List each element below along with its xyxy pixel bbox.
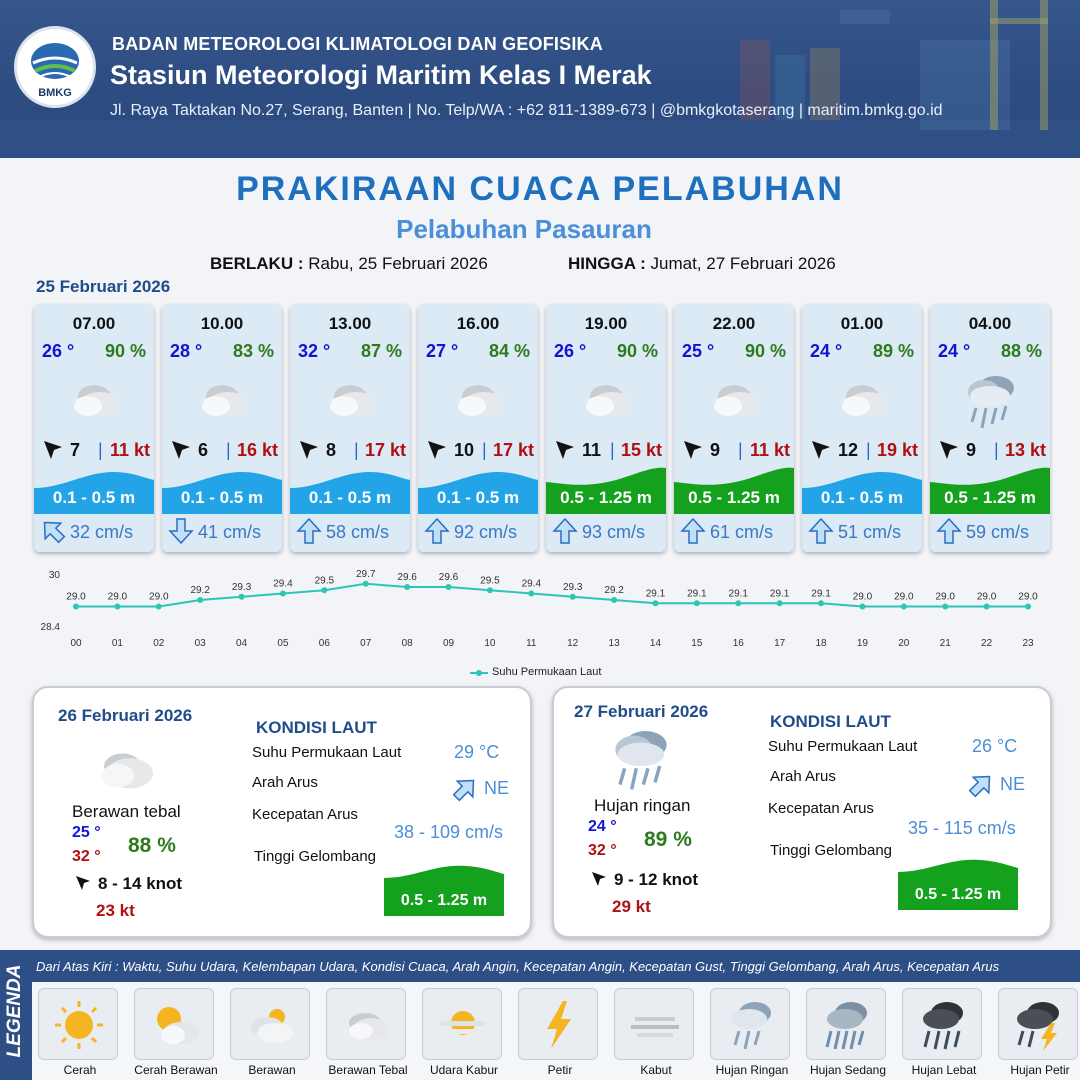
day2-dir-label: Arah Arus	[252, 774, 318, 791]
current-direction-icon	[424, 518, 450, 544]
card-humidity: 90 %	[104, 341, 146, 361]
card-separator: |	[738, 440, 743, 460]
card-wind-speed: 11	[582, 440, 602, 460]
sst-data-label: 29.1	[811, 588, 831, 600]
day3-date: 27 Februari 2026	[574, 702, 709, 721]
x-tick-label: 07	[360, 638, 372, 649]
kabut-icon	[614, 988, 694, 1060]
sst-data-label: 29.6	[397, 572, 417, 583]
day2-wave-label: Tinggi Gelombang	[254, 848, 377, 865]
day2-humidity: 88 %	[128, 834, 176, 857]
x-tick-label: 01	[111, 638, 123, 649]
hujan-lebat-icon	[902, 988, 982, 1060]
sst-point	[735, 600, 741, 606]
card-current-speed: 61 cm/s	[710, 522, 774, 542]
agency-name: BADAN METEOROLOGI KLIMATOLOGI DAN GEOFISIKA	[112, 34, 603, 54]
sst-point	[321, 587, 327, 593]
valid-from	[210, 254, 488, 274]
station-name: Stasiun Meteorologi Maritim Kelas I Merak	[110, 60, 652, 90]
card-separator: |	[610, 440, 615, 460]
day3-speed-value: 35 - 115 cm/s	[908, 818, 1016, 838]
berawan-icon	[230, 988, 310, 1060]
legend-item-petir	[518, 988, 602, 1077]
card-wind	[808, 438, 920, 462]
card-time: 10.00	[200, 314, 244, 333]
sst-point	[73, 604, 79, 610]
card-temp: 26 °	[554, 341, 587, 361]
day3-temp-min: 24 °	[588, 818, 617, 835]
card-humidity: 90 %	[744, 341, 786, 361]
card-current-speed: 92 cm/s	[454, 522, 518, 542]
sst-point	[197, 597, 203, 603]
card-humidity: 90 %	[616, 341, 658, 361]
sst-data-label: 29.5	[314, 575, 335, 587]
sst-data-label: 29.1	[769, 588, 790, 600]
sst-data-label: 29.0	[935, 591, 955, 603]
logo-text: BMKG	[38, 87, 72, 99]
current-direction-icon	[936, 518, 962, 544]
legend-item-label: Berawan Tebal	[328, 1063, 408, 1077]
x-tick-label: 13	[608, 638, 620, 649]
x-tick-label: 14	[649, 638, 662, 649]
card-gust: 15 kt	[620, 440, 662, 460]
card-humidity: 88 %	[1000, 341, 1042, 361]
day3-sst-value: 26 °C	[972, 736, 1018, 756]
sst-point	[570, 594, 576, 600]
card-wind	[40, 438, 152, 462]
sst-point	[1025, 604, 1031, 610]
day2-speed-label: Kecepatan Arus	[252, 806, 358, 823]
sst-point	[777, 600, 783, 606]
card-wind	[424, 438, 536, 462]
legend-item-cerah	[38, 988, 122, 1077]
card-wave-height: 0.1 - 0.5 m	[820, 488, 904, 507]
current-direction-icon	[452, 776, 478, 802]
card-humidity: 87 %	[360, 341, 402, 361]
legend-item-label: Cerah	[63, 1063, 97, 1077]
legend-description: Dari Atas Kiri : Waktu, Suhu Udara, Kelembapan Udara, Kondisi Cuaca, Arah Angin, Kecepatan Angin, Kecepatan Gust, Tinggi Gelombang, Arah Arus, Kecepatan Arus	[32, 950, 1080, 982]
sst-point	[404, 584, 410, 590]
sst-data-label: 29.7	[356, 568, 376, 580]
day1-date: 25 Februari 2026	[36, 277, 171, 296]
forecast-card	[418, 304, 538, 552]
card-wave-height: 0.1 - 0.5 m	[52, 488, 136, 507]
card-time: 01.00	[840, 314, 884, 333]
sst-data-label: 29.0	[976, 591, 997, 603]
x-tick-label: 18	[815, 638, 827, 649]
card-wave-height: 0.5 - 1.25 m	[560, 488, 652, 507]
day2-gust: 23 kt	[96, 901, 135, 920]
petir-icon	[518, 988, 598, 1060]
day2-sst-label: Suhu Permukaan Laut	[252, 744, 402, 761]
wind-direction-icon	[682, 439, 704, 461]
current-direction-icon	[680, 518, 706, 544]
day2-sst-value: 29 °C	[454, 742, 500, 762]
card-separator: |	[226, 440, 231, 460]
berawan-tebal-icon	[64, 372, 124, 432]
wind-direction-icon	[426, 439, 448, 461]
sst-data-label: 29.5	[480, 575, 500, 587]
card-wave-height: 0.1 - 0.5 m	[308, 488, 392, 507]
card-wind-speed: 6	[198, 440, 209, 460]
card-current-speed: 32 cm/s	[70, 522, 134, 542]
hujan-ringan-icon	[606, 724, 676, 794]
card-wind-speed: 8	[326, 440, 337, 460]
current-direction-icon	[552, 518, 578, 544]
udara-kabur-icon	[422, 988, 502, 1060]
sst-point	[652, 600, 658, 606]
x-tick-label: 05	[277, 638, 289, 649]
card-time: 07.00	[72, 314, 116, 333]
x-tick-label: 12	[567, 638, 579, 649]
legend-item-label: Hujan Sedang	[809, 1063, 887, 1077]
card-current-speed: 58 cm/s	[326, 522, 390, 542]
forecast-card	[930, 304, 1050, 552]
forecast-card	[162, 304, 282, 552]
sst-point	[156, 604, 162, 610]
x-tick-label: 15	[691, 638, 703, 649]
legend-marker-icon	[470, 668, 488, 676]
sst-data-label: 29.0	[852, 591, 873, 603]
sst-data-label: 29.3	[562, 581, 583, 593]
legend-item-cerah-berawan	[134, 988, 218, 1077]
card-gust: 11 kt	[109, 440, 150, 460]
forecast-card	[674, 304, 794, 552]
header-banner	[0, 0, 1080, 158]
berawan-tebal-icon	[326, 988, 406, 1060]
legend-item-hujan-petir	[998, 988, 1080, 1077]
day2-temp-min: 25 °	[72, 824, 101, 841]
x-tick-label: 09	[442, 638, 455, 649]
x-tick-label: 21	[939, 638, 951, 649]
berawan-tebal-icon	[320, 372, 380, 432]
card-separator: |	[866, 440, 871, 460]
day2-date: 26 Februari 2026	[58, 706, 193, 725]
x-tick-label: 02	[153, 638, 165, 649]
day3-wave-value: 0.5 - 1.25 m	[914, 886, 1002, 903]
legend-item-udara-kabur	[422, 988, 506, 1077]
card-gust: 17 kt	[364, 440, 406, 460]
wind-direction-icon	[554, 439, 576, 461]
day2-dir-value: NE	[484, 778, 510, 798]
sst-point	[280, 591, 286, 597]
card-separator: |	[98, 440, 103, 460]
legend-item-label: Cerah Berawan	[134, 1063, 218, 1077]
card-wind-speed: 7	[70, 440, 81, 460]
sst-data-label: 29.4	[521, 578, 542, 590]
cerah-icon	[38, 988, 118, 1060]
current-direction-icon	[968, 772, 994, 798]
legend-item-hujan-lebat	[902, 988, 986, 1077]
legend-item-label: Hujan Petir	[1010, 1063, 1070, 1077]
card-gust: 19 kt	[876, 440, 918, 460]
sst-point	[694, 600, 700, 606]
x-tick-label: 10	[484, 638, 496, 649]
card-wind-speed: 10	[454, 440, 475, 460]
card-current-speed: 41 cm/s	[198, 522, 262, 542]
sst-data-label: 29.2	[190, 585, 210, 596]
day2-condition: Berawan tebal	[72, 802, 181, 821]
hujan-petir-icon	[998, 988, 1078, 1060]
legend-item-kabut	[614, 988, 698, 1077]
x-tick-label: 23	[1022, 638, 1034, 649]
day3-wind: 9 - 12 knot	[614, 870, 699, 889]
sst-data-label: 29.0	[66, 591, 86, 603]
day3-wave-label: Tinggi Gelombang	[770, 842, 893, 859]
card-wind-speed: 9	[966, 440, 977, 460]
x-tick-label: 11	[526, 638, 537, 649]
legend-item-label: Hujan Lebat	[911, 1063, 977, 1077]
hujan-ringan-icon	[960, 372, 1020, 432]
card-temp: 25 °	[682, 341, 715, 361]
current-direction-icon	[296, 518, 322, 544]
current-direction-icon	[808, 518, 834, 544]
day3-speed-label: Kecepatan Arus	[768, 800, 874, 817]
page-subtitle: Pelabuhan Pasauran	[396, 214, 652, 244]
day3-condition: Hujan ringan	[594, 796, 691, 815]
card-time: 22.00	[712, 314, 756, 333]
card-wave-height: 0.5 - 1.25 m	[944, 488, 1036, 507]
legend	[0, 950, 1080, 1080]
card-gust: 13 kt	[1004, 440, 1046, 460]
sst-data-label: 29.6	[438, 572, 459, 583]
x-tick-label: 17	[774, 638, 786, 649]
sst-data-label: 29.0	[149, 591, 169, 603]
card-wind	[552, 438, 664, 462]
sst-point	[942, 604, 948, 610]
x-tick-label: 06	[318, 638, 330, 649]
sst-point	[818, 600, 824, 606]
day3-kondisi-title: KONDISI LAUT	[770, 712, 891, 731]
x-tick-label: 03	[194, 638, 206, 649]
berawan-tebal-icon	[90, 736, 160, 806]
sst-data-label: 29.0	[1018, 591, 1038, 603]
wind-direction-icon	[298, 439, 320, 461]
station-contact: Jl. Raya Taktakan No.27, Serang, Banten | No. Telp/WA : +62 811-1389-673 | @bmkgkotaserang | maritim.bmkg.go.id	[110, 102, 943, 119]
card-gust: 11 kt	[749, 440, 790, 460]
card-separator: |	[482, 440, 487, 460]
berawan-tebal-icon	[192, 372, 252, 432]
day3-gust: 29 kt	[612, 897, 651, 916]
legend-item-hujan-ringan	[710, 988, 794, 1077]
card-wind-speed: 12	[838, 440, 859, 460]
berawan-tebal-icon	[448, 372, 508, 432]
forecast-card	[802, 304, 922, 552]
card-wave-height: 0.5 - 1.25 m	[688, 488, 780, 507]
wind-direction-icon	[810, 439, 832, 461]
x-tick-label: 20	[898, 638, 910, 649]
card-humidity: 83 %	[232, 341, 274, 361]
sst-data-label: 29.0	[894, 591, 914, 603]
day3-dir-value: NE	[1000, 774, 1026, 794]
card-temp: 32 °	[298, 341, 331, 361]
card-wind	[680, 438, 792, 462]
hujan-sedang-icon	[806, 988, 886, 1060]
sst-point	[239, 594, 245, 600]
card-separator: |	[994, 440, 999, 460]
valid-to	[568, 254, 836, 274]
card-temp: 27 °	[426, 341, 459, 361]
valid-from-value: Rabu, 25 Februari 2026	[308, 254, 488, 273]
legend-item-berawan-tebal	[326, 988, 410, 1077]
legend-series-name: Suhu Permukaan Laut	[492, 666, 602, 678]
x-tick-label: 04	[236, 638, 248, 649]
sst-point	[984, 604, 990, 610]
card-current-speed: 93 cm/s	[582, 522, 646, 542]
card-current-speed: 59 cm/s	[966, 522, 1030, 542]
day3-dir-label: Arah Arus	[770, 768, 836, 785]
day2-temp-max: 32 °	[72, 848, 101, 865]
sst-data-label: 29.4	[273, 578, 293, 590]
hujan-ringan-icon	[710, 988, 790, 1060]
sst-point	[114, 604, 120, 610]
valid-from-label: BERLAKU :	[210, 254, 304, 273]
y-tick-label: 28.4	[40, 622, 60, 633]
card-wind	[168, 438, 280, 462]
card-temp: 26 °	[42, 341, 75, 361]
card-time: 19.00	[584, 314, 628, 333]
sst-point	[859, 604, 865, 610]
x-tick-label: 08	[401, 638, 413, 649]
sst-point	[528, 591, 534, 597]
wind-direction-icon	[170, 439, 192, 461]
forecast-card	[290, 304, 410, 552]
sst-data-label: 29.1	[645, 588, 666, 600]
wind-direction-icon	[938, 439, 960, 461]
wind-direction-icon	[42, 439, 64, 461]
valid-to-label: HINGGA :	[568, 254, 646, 273]
current-direction-icon	[40, 518, 66, 544]
berawan-tebal-icon	[576, 372, 636, 432]
day3-sst-label: Suhu Permukaan Laut	[768, 738, 918, 755]
page-title: PRAKIRAAN CUACA PELABUHAN	[236, 170, 844, 208]
sst-point	[611, 597, 617, 603]
card-time: 04.00	[968, 314, 1012, 333]
x-tick-label: 00	[70, 638, 82, 649]
card-wind	[936, 438, 1048, 462]
legend-title: LEGENDA	[4, 964, 25, 1058]
card-time: 16.00	[456, 314, 500, 333]
sst-data-label: 29.0	[107, 591, 128, 603]
legend-item-label: Hujan Ringan	[715, 1063, 789, 1077]
day2-wind: 8 - 14 knot	[98, 874, 183, 893]
card-wind	[296, 438, 408, 462]
x-tick-label: 22	[981, 638, 993, 649]
legend-item-label: Udara Kabur	[429, 1063, 499, 1077]
sst-point	[487, 587, 493, 593]
x-tick-label: 16	[732, 638, 744, 649]
legend-item-label: Kabut	[640, 1063, 672, 1077]
card-temp: 24 °	[938, 341, 971, 361]
sst-data-label: 29.1	[728, 588, 748, 600]
day3-temp-max: 32 °	[588, 842, 617, 859]
day2-speed-value: 38 - 109 cm/s	[394, 822, 504, 842]
valid-to-value: Jumat, 27 Februari 2026	[650, 254, 836, 273]
legend-item-berawan	[230, 988, 314, 1077]
bmkg-emblem-icon	[17, 33, 93, 89]
berawan-tebal-icon	[704, 372, 764, 432]
forecast-card	[34, 304, 154, 552]
forecast-card	[546, 304, 666, 552]
y-tick-label: 30	[48, 570, 60, 581]
berawan-tebal-icon	[832, 372, 892, 432]
card-gust: 16 kt	[236, 440, 278, 460]
day2-wave-value: 0.5 - 1.25 m	[400, 892, 488, 909]
card-gust: 17 kt	[492, 440, 534, 460]
legend-item-hujan-sedang	[806, 988, 890, 1077]
cerah-berawan-icon	[134, 988, 214, 1060]
card-wind-speed: 9	[710, 440, 721, 460]
card-humidity: 89 %	[872, 341, 914, 361]
card-humidity: 84 %	[488, 341, 530, 361]
sst-legend	[470, 666, 601, 678]
card-separator: |	[354, 440, 359, 460]
sst-point	[363, 581, 369, 587]
card-wave-height: 0.1 - 0.5 m	[180, 488, 264, 507]
card-time: 13.00	[328, 314, 372, 333]
legend-item-label: Berawan	[248, 1063, 296, 1077]
sst-data-label: 29.2	[604, 585, 624, 596]
day2-kondisi-title: KONDISI LAUT	[256, 718, 377, 737]
legend-item-label: Petir	[547, 1063, 573, 1077]
card-temp: 24 °	[810, 341, 843, 361]
sst-point	[446, 584, 452, 590]
bmkg-logo	[14, 26, 96, 108]
day3-panel	[552, 686, 1052, 938]
sst-data-label: 29.1	[687, 588, 707, 600]
day2-panel	[32, 686, 532, 938]
wind-direction-icon	[590, 870, 608, 888]
wind-direction-icon	[74, 874, 92, 892]
card-wave-height: 0.1 - 0.5 m	[436, 488, 520, 507]
sst-point	[901, 604, 907, 610]
card-temp: 28 °	[170, 341, 203, 361]
sst-data-label: 29.3	[231, 581, 252, 593]
card-current-speed: 51 cm/s	[838, 522, 902, 542]
current-direction-icon	[168, 518, 194, 544]
x-tick-label: 19	[856, 638, 868, 649]
day3-humidity: 89 %	[644, 828, 692, 851]
